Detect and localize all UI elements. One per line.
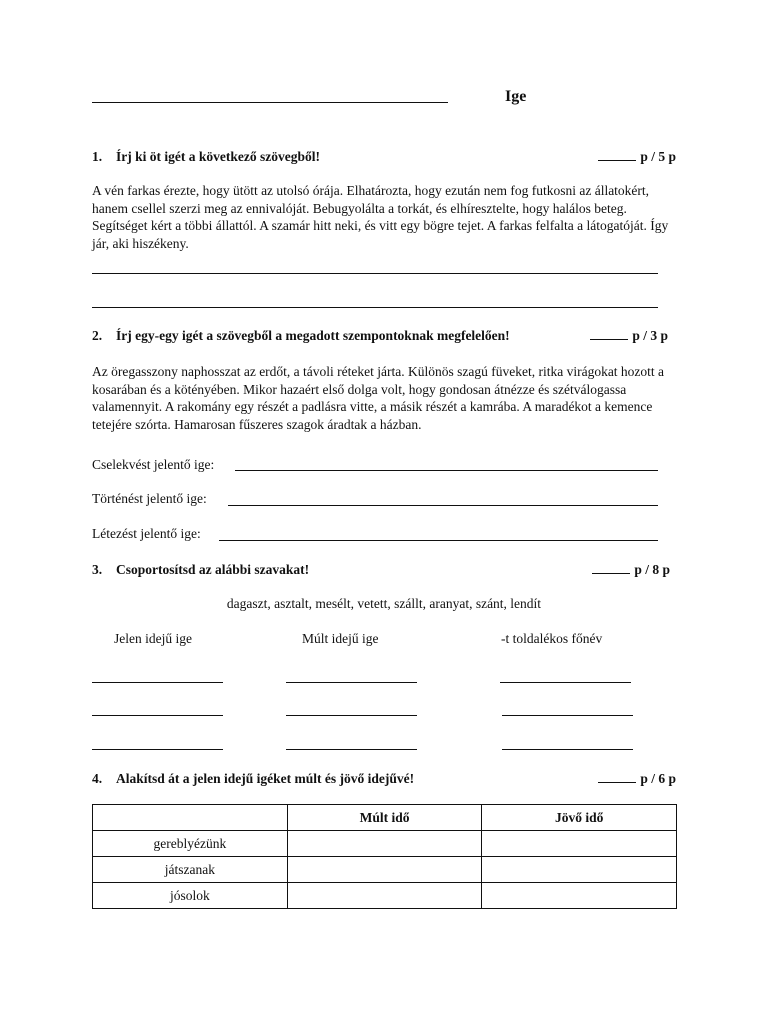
field-label: Történést jelentő ige:	[92, 491, 207, 506]
task-instruction: Írj egy-egy igét a szövegből a megadott szempontoknak megfelelően!	[116, 328, 510, 343]
answer-cell[interactable]	[482, 831, 677, 857]
verb-cell: jósolok	[93, 883, 288, 909]
group-blank[interactable]	[502, 749, 633, 750]
group-blank[interactable]	[92, 749, 223, 750]
group-blank[interactable]	[500, 682, 631, 683]
field-label: Létezést jelentő ige:	[92, 526, 201, 541]
group-blank[interactable]	[286, 715, 417, 716]
score-blank[interactable]	[598, 150, 636, 161]
score-blank[interactable]	[592, 563, 630, 574]
points-label: p / 5 p	[640, 149, 676, 164]
field-line[interactable]	[219, 540, 658, 541]
group-blank[interactable]	[502, 715, 633, 716]
task-number: 4.	[92, 771, 103, 786]
score-blank[interactable]	[598, 772, 636, 783]
task-2-heading	[92, 328, 676, 344]
task-number: 3.	[92, 562, 103, 577]
field-row	[92, 457, 214, 473]
field-line[interactable]	[235, 470, 658, 471]
table-row	[93, 831, 677, 857]
field-row	[92, 526, 201, 542]
answer-cell[interactable]	[482, 883, 677, 909]
verb-cell: gereblyézünk	[93, 831, 288, 857]
word-list: dagaszt, asztalt, mesélt, vetett, szállt, aranyat, szánt, lendít	[226, 596, 542, 611]
table-header	[93, 805, 288, 831]
points-label: p / 8 p	[634, 562, 670, 577]
answer-cell[interactable]	[287, 883, 482, 909]
field-label: Cselekvést jelentő ige:	[92, 457, 215, 472]
column-heading: Jelen idejű ige	[114, 631, 192, 646]
task-instruction: Csoportosítsd az alábbi szavakat!	[116, 562, 310, 577]
group-blank[interactable]	[92, 682, 223, 683]
table-header: Jövő idő	[482, 805, 677, 831]
field-row	[92, 491, 207, 507]
group-blank[interactable]	[286, 682, 417, 683]
column-heading: Múlt idejű ige	[302, 631, 379, 646]
answer-line[interactable]	[92, 307, 658, 308]
table-header-row	[93, 805, 677, 831]
task-3-heading	[92, 562, 676, 578]
table-row	[93, 857, 677, 883]
task-4-heading	[92, 771, 676, 787]
verb-cell: játszanak	[93, 857, 288, 883]
points-box	[598, 149, 676, 165]
points-box	[590, 328, 668, 344]
points-label: p / 3 p	[632, 328, 668, 343]
answer-cell[interactable]	[287, 831, 482, 857]
answer-line[interactable]	[92, 273, 658, 274]
task-1-heading	[92, 149, 676, 165]
task-number: 1.	[92, 149, 103, 164]
group-blank[interactable]	[286, 749, 417, 750]
points-box	[592, 562, 670, 578]
task-2-text: Az öregasszony naphosszat az erdőt, a távoli réteket járta. Különös szagú füveket, ritka virágokat hozott a kosarában és a kötényében. Mikor hazaért első dolga volt, hogy gondosan átnézze és szétválogassa valamennyit. A rakomány egy részét a padlásra vitte, a másik részét a kamrába. A maradékot a kemence tetejére szórta. Hamarosan fűszeres szagok áradtak a házban.	[92, 364, 665, 432]
points-box	[598, 771, 676, 787]
task-1-text: A vén farkas érezte, hogy ütött az utolsó órája. Elhatározta, hogy ezután nem fog futkosni az állatokért, hanem csellel szerzi meg az ennivalóját. Bebugyolálta a torkát, és elhíresztelte, hogy halálos beteg. Segítséget kért a többi állattól. A szamár hitt neki, és vitt egy bögre tejet. A farkas felfalta a látogatóját. Így jár, aki hiszékeny.	[92, 183, 669, 251]
group-blank[interactable]	[92, 715, 223, 716]
column-heading: -t toldalékos főnév	[501, 631, 603, 646]
answer-cell[interactable]	[482, 857, 677, 883]
task-instruction: Írj ki öt igét a következő szövegből!	[116, 149, 320, 164]
table-row	[93, 883, 677, 909]
answer-cell[interactable]	[287, 857, 482, 883]
table-header: Múlt idő	[287, 805, 482, 831]
name-line[interactable]	[92, 102, 448, 103]
score-blank[interactable]	[590, 329, 628, 340]
field-line[interactable]	[228, 505, 658, 506]
points-label: p / 6 p	[640, 771, 676, 786]
page-title: Ige	[505, 88, 527, 105]
task-number: 2.	[92, 328, 103, 343]
conjugation-table	[92, 804, 677, 909]
task-instruction: Alakítsd át a jelen idejű igéket múlt és jövő idejűvé!	[116, 771, 415, 786]
